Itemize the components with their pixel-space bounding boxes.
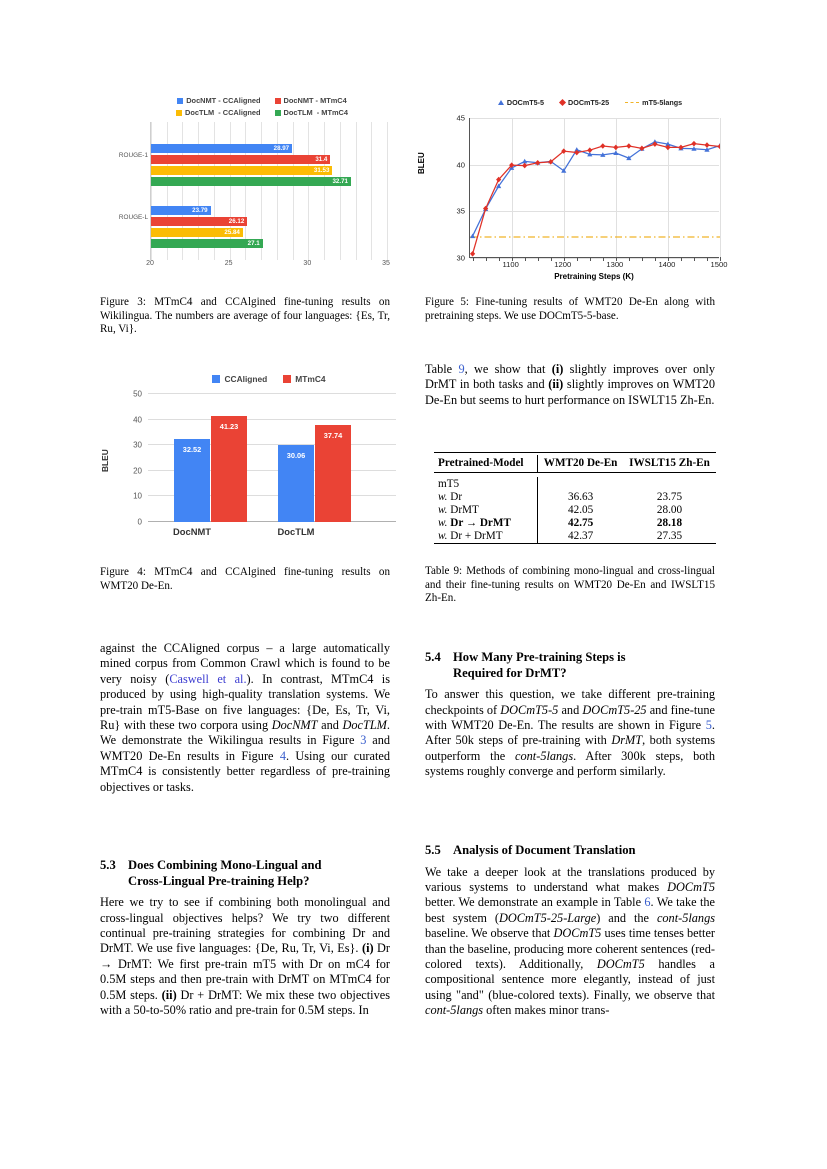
text-run-italic: DOCmT5-25-Large [498, 910, 597, 925]
table-row-highlight [434, 517, 716, 530]
bar-value-label: 28.97 [273, 145, 290, 152]
data-point-marker [587, 147, 592, 153]
left-column-paragraph [100, 641, 390, 795]
axis-tick-mark [499, 257, 500, 261]
cell-wmt20: 42.75 [538, 517, 623, 530]
bar-value-label: 30.06 [286, 451, 306, 461]
axis-tick-mark [629, 257, 630, 261]
text-run: We take a deeper look at the translations produced by various systems to understand what makes [425, 864, 715, 894]
figure-4-chart [100, 372, 404, 562]
citation-link[interactable]: Caswell et al. [169, 671, 247, 686]
legend-label: DocTLM - MTmC4 [283, 108, 348, 117]
row-prefix: w. [438, 517, 448, 530]
text-run: often makes minor trans- [483, 1003, 610, 1018]
text-run-italic: DOCmT5-5 [500, 702, 559, 717]
figure-3-legend [126, 96, 398, 120]
text-run: better. We demonstrate an example in Table [425, 895, 645, 910]
text-run-italic: DocNMT [271, 718, 318, 733]
x-axis-tick-label: 25 [224, 260, 233, 267]
row-prefix: w. [438, 490, 448, 503]
y-axis-tick-label: 40 [456, 160, 465, 170]
column-header-iwslt15: IWSLT15 Zh-En [629, 457, 710, 469]
text-run-italic: cont-5langs [515, 748, 574, 763]
figure-5-chart [417, 96, 728, 286]
caption-prefix: Figure 3: [100, 296, 146, 308]
legend-label: DOCmT5-5 [506, 98, 545, 107]
section-number: 5.3 [100, 858, 116, 872]
data-point-marker [691, 141, 696, 147]
figure-4-plot-area [148, 394, 396, 522]
figure-5-series-svg [470, 118, 720, 258]
legend-swatch-icon [177, 98, 183, 104]
series-line-docmt5-5 [473, 142, 720, 236]
bar [151, 206, 211, 215]
legend-label: mT5-5langs [642, 98, 683, 107]
legend-label: DocNMT - MTmC4 [283, 96, 347, 105]
bar-value-label: 23.79 [192, 207, 208, 214]
bar [174, 439, 210, 522]
row-model-name: Dr + DrMT [450, 530, 503, 543]
legend-label: DocNMT - CCAligned [186, 96, 261, 105]
cell-iwslt15: 28.18 [656, 517, 683, 530]
y-axis-tick-label: 0 [137, 517, 142, 527]
cell-model [434, 503, 538, 516]
legend-item [498, 98, 544, 107]
y-axis-tick-label: 50 [133, 389, 142, 399]
legend-label: CCAligned [224, 374, 268, 384]
axis-tick-mark [681, 257, 682, 261]
gridline [356, 122, 357, 260]
table-9 [434, 452, 716, 546]
figure-3-chart [104, 96, 404, 286]
bar [151, 144, 292, 153]
section-5-3-heading [100, 858, 390, 889]
data-point-marker [704, 142, 709, 148]
cell-iwslt15: 27.35 [656, 530, 683, 543]
cell-iwslt15: 23.75 [656, 490, 683, 503]
cell-model [434, 530, 538, 544]
triangle-marker-icon [498, 100, 504, 105]
x-axis-tick-label: 30 [303, 260, 312, 267]
row-model-name: DrMT [450, 503, 479, 516]
bar [151, 166, 332, 175]
axis-tick-mark [538, 257, 539, 261]
bar-value-label: 27.1 [247, 240, 260, 247]
text-run: . After 300k steps, both systems roughly converge and perform similarly. [425, 748, 715, 779]
table-row [434, 530, 716, 544]
legend-item [176, 108, 261, 117]
y-axis-tick-label: 10 [133, 491, 142, 501]
x-axis-tick-label: 1300 [606, 260, 624, 269]
bar [151, 177, 351, 186]
text-run: . We demonstrate the Wikilingua results in Figure [100, 718, 390, 748]
text-run-bold: (i) [551, 362, 564, 376]
bar [151, 228, 243, 237]
figure-4-caption [100, 566, 390, 593]
x-axis-tick-label: 35 [382, 260, 390, 267]
axis-tick-mark [694, 257, 695, 261]
gridline [277, 122, 278, 260]
legend-label: DOCmT5-25 [568, 98, 610, 107]
caption-text: Fine-tuning results of WMT20 De-En along with pretraining steps. We use DOCmT5-5-base. [425, 296, 715, 322]
bar-value-label: 25.84 [224, 229, 240, 236]
table-reference-link[interactable]: 9 [458, 362, 465, 376]
caption-prefix: Figure 5: [425, 296, 469, 308]
section-number: 5.5 [425, 843, 441, 857]
x-axis-tick-label: DocNMT [172, 526, 212, 537]
row-prefix: w. [438, 530, 448, 543]
bar-value-label: 31.4 [315, 156, 328, 163]
section-title-line2: Required for DrMT? [453, 665, 567, 680]
axis-tick-mark [655, 257, 656, 261]
figure-5-plot-area [469, 118, 719, 258]
axis-tick-mark [642, 257, 643, 261]
gridline [387, 122, 388, 260]
bar [315, 425, 351, 522]
text-run: , we show that [464, 362, 552, 376]
caption-prefix: Table 9: [425, 565, 463, 577]
legend-swatch-icon [283, 375, 291, 383]
bar-value-label: 32.71 [332, 178, 348, 185]
axis-tick-mark [486, 257, 487, 261]
bar [278, 445, 314, 522]
text-run-italic: DOCmT5 [596, 957, 645, 972]
y-axis-tick-label: 20 [133, 466, 142, 476]
text-run: and fine-tune with WMT20 De-En. The results are shown in Figure [425, 702, 715, 732]
text-run: . We take the best system ( [425, 895, 715, 925]
bar-value-label: 32.52 [182, 444, 202, 454]
section-5-5-paragraph [425, 865, 715, 1019]
section-5-5 [425, 843, 715, 1019]
cell-wmt20: 42.37 [538, 530, 623, 544]
caption-text: MTmC4 and CCAlgined fine-tuning results on Wikilingua. The numbers are average of four languages: {Es, Tr, Ru, Vi}. [100, 296, 390, 336]
section-5-5-heading [425, 843, 715, 859]
axis-tick-mark [603, 257, 604, 261]
row-prefix: w. [438, 503, 448, 516]
axis-tick-mark [473, 257, 474, 261]
legend-item [275, 96, 347, 105]
x-axis-tick-label: DocTLM [277, 526, 315, 537]
data-point-marker [470, 233, 475, 238]
figure-4-ylabel: BLEU [100, 449, 110, 472]
figure-4-legend [144, 374, 394, 384]
table-row [434, 503, 716, 516]
x-axis-tick-label: 1500 [710, 260, 728, 269]
text-run-italic: DOCmT5 [667, 880, 715, 894]
legend-label: MTmC4 [295, 374, 326, 384]
section-title [128, 858, 383, 889]
cell-wmt20: 36.63 [538, 490, 623, 503]
table-rule-bottom [434, 543, 716, 546]
table-header-row [434, 455, 716, 473]
figure-reference-link[interactable]: 4 [279, 748, 286, 763]
text-run-bold: (ii) [161, 987, 177, 1002]
data-point-marker [470, 251, 475, 257]
text-run: baseline. We observe that [425, 926, 554, 941]
figure-3-x-axis [146, 260, 390, 274]
figure-3-plot-area [150, 122, 386, 260]
bar [151, 155, 330, 164]
text-run: To answer this question, we take different pre-training checkpoints of [425, 687, 715, 717]
text-run-italic: DOCmT5 [553, 926, 602, 941]
axis-tick-mark [551, 257, 552, 261]
axis-tick-mark [525, 257, 526, 261]
text-run: ). In contrast, MTmC4 is produced by using high-quality translation systems. We pre-train mT5-Base on five languages: {De, Es, Tr, Vi, Ru} with these two corpora using [100, 671, 390, 733]
bar [151, 239, 263, 248]
text-run: and WMT20 De-En results in Figure [100, 733, 390, 763]
section-5-3 [100, 858, 390, 1018]
y-axis-tick-label: 30 [133, 440, 142, 450]
table-row [434, 490, 716, 503]
text-run-bold: (ii) [548, 377, 564, 392]
legend-item [283, 374, 325, 384]
text-run-italic: DocTLM [342, 718, 387, 733]
figure-5-caption [425, 296, 715, 323]
data-point-marker [717, 144, 720, 150]
figure-reference-link[interactable]: 5 [705, 718, 712, 732]
section-title [453, 650, 708, 681]
y-axis-tick-label: 45 [456, 113, 465, 123]
text-run: ) and the [596, 910, 657, 925]
legend-swatch-icon [212, 375, 220, 383]
legend-item [177, 96, 260, 105]
text-run: handles a compositional sentence more elegantly, instead of just using "and" (blue-colored texts). Finally, we observe that [425, 957, 715, 1002]
text-run-italic: DrMT [611, 733, 643, 748]
text-run: . After 50k steps of pre-training with [425, 718, 715, 748]
text-run-bold: (i) [361, 941, 374, 956]
section-title: Analysis of Document Translation [453, 843, 636, 857]
figure-reference-link[interactable]: 3 [360, 733, 367, 748]
text-run: and [558, 702, 583, 717]
legend-item [625, 98, 682, 107]
column-header-wmt20: WMT20 De-En [538, 455, 623, 473]
row-model-name: Dr → DrMT [450, 517, 511, 530]
figure-3-ylabel-rouge1: ROUGE-1 [118, 152, 148, 159]
section-title-line2: Cross-Lingual Pre-training Help? [128, 873, 310, 888]
y-axis-tick-label: 40 [133, 415, 142, 425]
right-column-intro-paragraph [425, 362, 715, 408]
section-5-4 [425, 650, 715, 780]
gridline [340, 122, 341, 260]
table-9-caption [425, 565, 715, 606]
column-header-model: Pretrained-Model [438, 457, 524, 469]
text-run: Dr + DrMT: We mix these two objectives with a 50-to-50% ratio and pre-train for 0.5M steps. In [100, 987, 390, 1018]
cell-iwslt15: 28.00 [656, 503, 683, 516]
legend-label: DocTLM - CCAligned [184, 108, 261, 117]
cell-iwslt15 [623, 477, 716, 490]
cell-wmt20: 42.05 [538, 503, 623, 516]
row-model-name: Dr [450, 490, 463, 503]
caption-prefix: Figure 4: [100, 566, 146, 578]
text-run: against the CCAligned corpus – a large automatically mined corpus from Common Crawl which is found to be very noisy ( [100, 641, 390, 686]
gridline [324, 122, 325, 260]
cell-model [434, 517, 538, 530]
text-run: uses time tenses better than the baseline, producing more coherent sentences (red-colored texts). Additionally, [425, 926, 716, 972]
text-run: slightly improves over only DrMT in both tasks and [425, 362, 716, 392]
bar-value-label: 31.53 [313, 167, 330, 174]
text-run: Dr → DrMT: We first pre-train mT5 with Dr on mC4 for 0.5M steps and then pre-train with DrMT on MTmC4 for 0.5M steps. [100, 941, 390, 1002]
table-row [434, 477, 716, 490]
x-axis-tick-label: 1100 [502, 260, 519, 269]
caption-text: MTmC4 and CCAlgined fine-tuning results on WMT20 De-En. [100, 566, 390, 592]
text-run-italic: cont-5langs [656, 910, 715, 925]
section-title-line1: How Many Pre-training Steps is [453, 650, 626, 664]
section-5-4-heading [425, 650, 715, 681]
gridline [148, 419, 396, 420]
data-point-marker [613, 145, 618, 151]
table-9-grid [434, 452, 716, 546]
diamond-marker-icon [559, 99, 566, 106]
text-run: , both systems outperform the [425, 733, 715, 763]
bar [151, 217, 247, 226]
y-axis-tick-label: 30 [456, 253, 465, 263]
dashed-line-icon [625, 102, 639, 103]
bar-value-label: 26.12 [228, 218, 245, 225]
axis-tick-mark [590, 257, 591, 261]
axis-tick-mark [577, 257, 578, 261]
x-axis-tick-label: 1200 [554, 260, 572, 269]
legend-swatch-icon [176, 110, 182, 116]
caption-text: Methods of combining mono-lingual and cross-lingual and their fine-tuning results on WMT20 De-En and IWSLT15 Zh-En. [425, 565, 715, 605]
text-run: Table [425, 362, 459, 376]
gridline [308, 122, 309, 260]
text-run: slightly improves on WMT20 De-En but seems to hurt performance on ISWLT15 Zh-En. [425, 377, 715, 407]
cell-wmt20 [538, 477, 623, 490]
text-run: Here we try to see if combining both monolingual and cross-lingual objectives helps? We try two different continual pre-training strategies for combining Dr and DrMT. We use five languages: {De, Ru, Tr, Vi, Es}. [100, 895, 390, 956]
legend-item [560, 98, 609, 107]
bar-value-label: 41.23 [219, 422, 239, 432]
gridline [148, 393, 396, 394]
text-run-italic: DOCmT5-25 [582, 702, 647, 717]
text-run: . Using our curated MTmC4 is consistently better regardless of pre-training objectives or tasks. [100, 748, 390, 794]
table-reference-link[interactable]: 6 [644, 895, 651, 910]
gridline [293, 122, 294, 260]
cell-model: mT5 [438, 477, 460, 490]
gridline [371, 122, 372, 260]
x-axis-tick-label: 20 [146, 260, 154, 267]
text-run-italic: cont-5langs [425, 1003, 484, 1018]
axis-tick-mark [707, 257, 708, 261]
legend-item [275, 108, 348, 117]
legend-swatch-icon [275, 98, 281, 104]
bar-value-label: 37.74 [323, 431, 343, 441]
bar [211, 416, 247, 522]
section-5-3-paragraph [100, 895, 390, 1018]
legend-item [212, 374, 267, 384]
data-point-marker [522, 163, 527, 169]
figure-5-legend [465, 98, 715, 107]
data-point-marker [600, 143, 605, 149]
gridline [720, 118, 721, 257]
cell-model [434, 490, 538, 503]
legend-swatch-icon [275, 110, 281, 116]
figure-5-xlabel: Pretraining Steps (K) [554, 272, 634, 281]
section-number: 5.4 [425, 650, 441, 664]
text-run: and [317, 718, 343, 733]
figure-5-ylabel: BLEU [417, 152, 426, 174]
section-5-4-paragraph [425, 687, 715, 779]
figure-3-caption [100, 296, 390, 337]
y-axis-tick-label: 35 [456, 206, 465, 216]
section-title-line1: Does Combining Mono-Lingual and [128, 858, 322, 872]
data-point-marker [626, 143, 631, 149]
figure-3-ylabel-rougel: ROUGE-L [118, 214, 148, 221]
x-axis-tick-label: 1400 [658, 260, 676, 269]
